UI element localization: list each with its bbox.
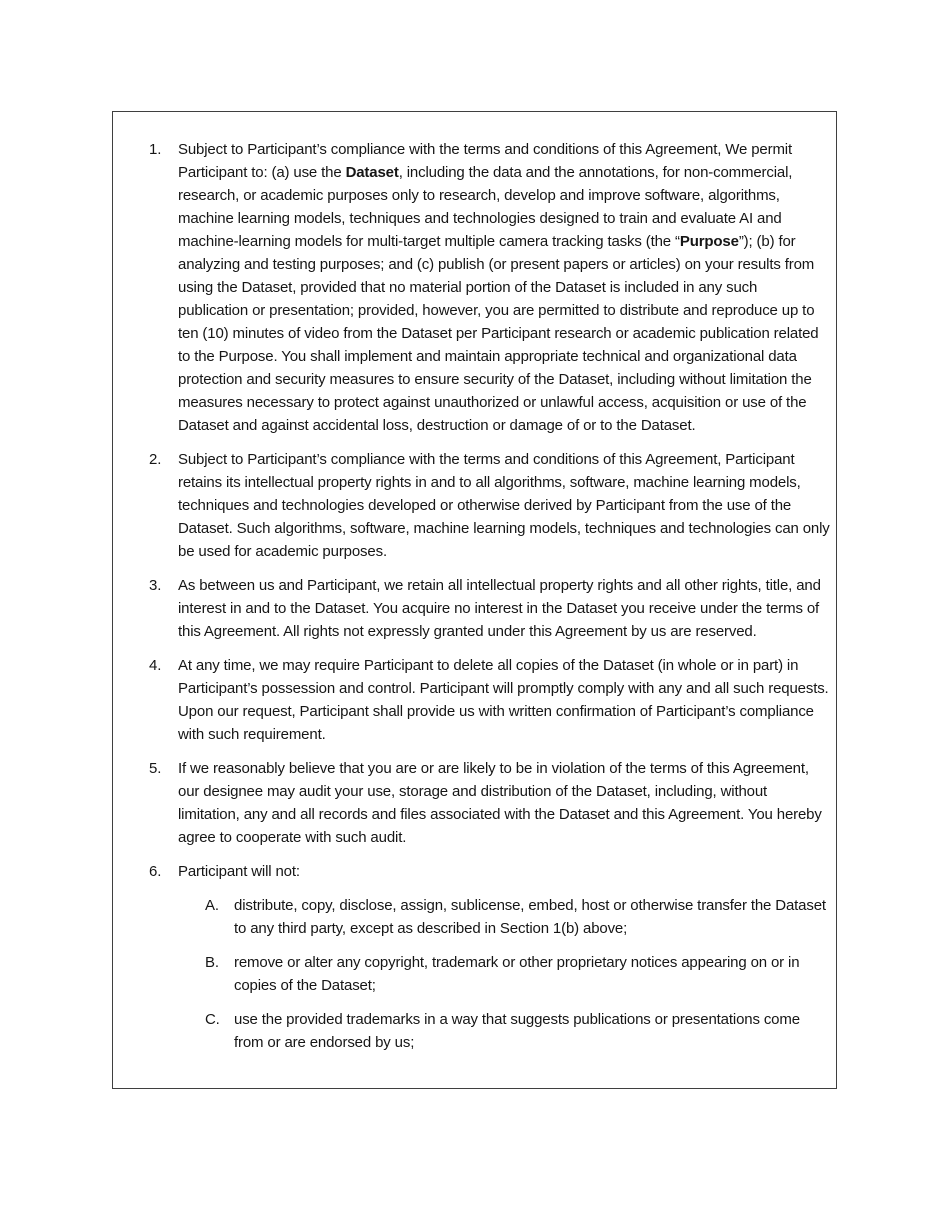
list-item-marker: 4.	[149, 657, 162, 674]
list-item-text: Subject to Participant’s compliance with the terms and conditions of this Agreement, We permit Participant to: (a) use the Dataset, including the data and the annotations, for non-commercial, research, or academic purposes only to research, develop and improve software, algorithms, machine learning models, techniques and technologies designed to train and evaluate AI and machine-learning models for multi-target multiple camera tracking tasks (the “Purpose”); (b) for analyzing and testing purposes; and (c) publish (or present papers or articles) on your results from using the Dataset, provided that no material portion of the Dataset is included in any such publication or presentation; provided, however, you are permitted to distribute and reproduce up to ten (10) minutes of video from the Dataset per Participant research or academic publication related to the Purpose. You shall implement and maintain appropriate technical and organizational data protection and security measures to ensure security of the Dataset, including without limitation the measures necessary to protect against unauthorized or unlawful access, acquisition or use of the Dataset and against accidental loss, destruction or damage of or to the Dataset.	[178, 141, 819, 434]
list-item-text: Subject to Participant’s compliance with the terms and conditions of this Agreement, Participant retains its intellectual property rights in and to all algorithms, software, machine learning models, techniques and technologies developed or otherwise derived by Participant from the use of the Dataset. Such algorithms, software, machine learning models, techniques and technologies can only be used for academic purposes.	[178, 451, 830, 560]
list-item-marker: 1.	[149, 141, 162, 158]
agreement-page-frame	[112, 111, 837, 1089]
list-item-text: remove or alter any copyright, trademark or other proprietary notices appearing on or in copies of the Dataset;	[234, 954, 800, 994]
list-item	[113, 860, 830, 883]
list-item-marker: 5.	[149, 760, 162, 777]
list-item	[113, 894, 830, 940]
list-item	[113, 654, 830, 746]
list-item	[113, 574, 830, 643]
agreement-terms-list	[113, 112, 836, 1054]
list-item-text: If we reasonably believe that you are or are likely to be in violation of the terms of this Agreement, our designee may audit your use, storage and distribution of the Dataset, including, without limitation, any and all records and files associated with the Dataset and this Agreement. You hereby agree to cooperate with such audit.	[178, 760, 822, 846]
list-item	[113, 1008, 830, 1054]
list-item-text: As between us and Participant, we retain all intellectual property rights and all other rights, title, and interest in and to the Dataset. You acquire no interest in the Dataset you receive under the terms of this Agreement. All rights not expressly granted under this Agreement by us are reserved.	[178, 577, 821, 640]
list-item	[113, 448, 830, 563]
list-item-marker: 3.	[149, 577, 162, 594]
list-item-text: use the provided trademarks in a way that suggests publications or presentations come from or are endorsed by us;	[234, 1011, 800, 1051]
list-item-marker: C.	[205, 1011, 220, 1028]
list-item-marker: A.	[205, 897, 219, 914]
list-item-text: distribute, copy, disclose, assign, sublicense, embed, host or otherwise transfer the Dataset to any third party, except as described in Section 1(b) above;	[234, 897, 826, 937]
list-item	[113, 757, 830, 849]
list-item	[113, 138, 830, 437]
list-item-marker: 6.	[149, 863, 162, 880]
list-item-text: Participant will not:	[178, 863, 300, 880]
list-item-marker: B.	[205, 954, 219, 971]
list-item-marker: 2.	[149, 451, 162, 468]
list-item-text: At any time, we may require Participant to delete all copies of the Dataset (in whole or in part) in Participant’s possession and control. Participant will promptly comply with any and all such requests. Upon our request, Participant shall provide us with written confirmation of Participant’s compliance with such requirement.	[178, 657, 829, 743]
list-item	[113, 951, 830, 997]
